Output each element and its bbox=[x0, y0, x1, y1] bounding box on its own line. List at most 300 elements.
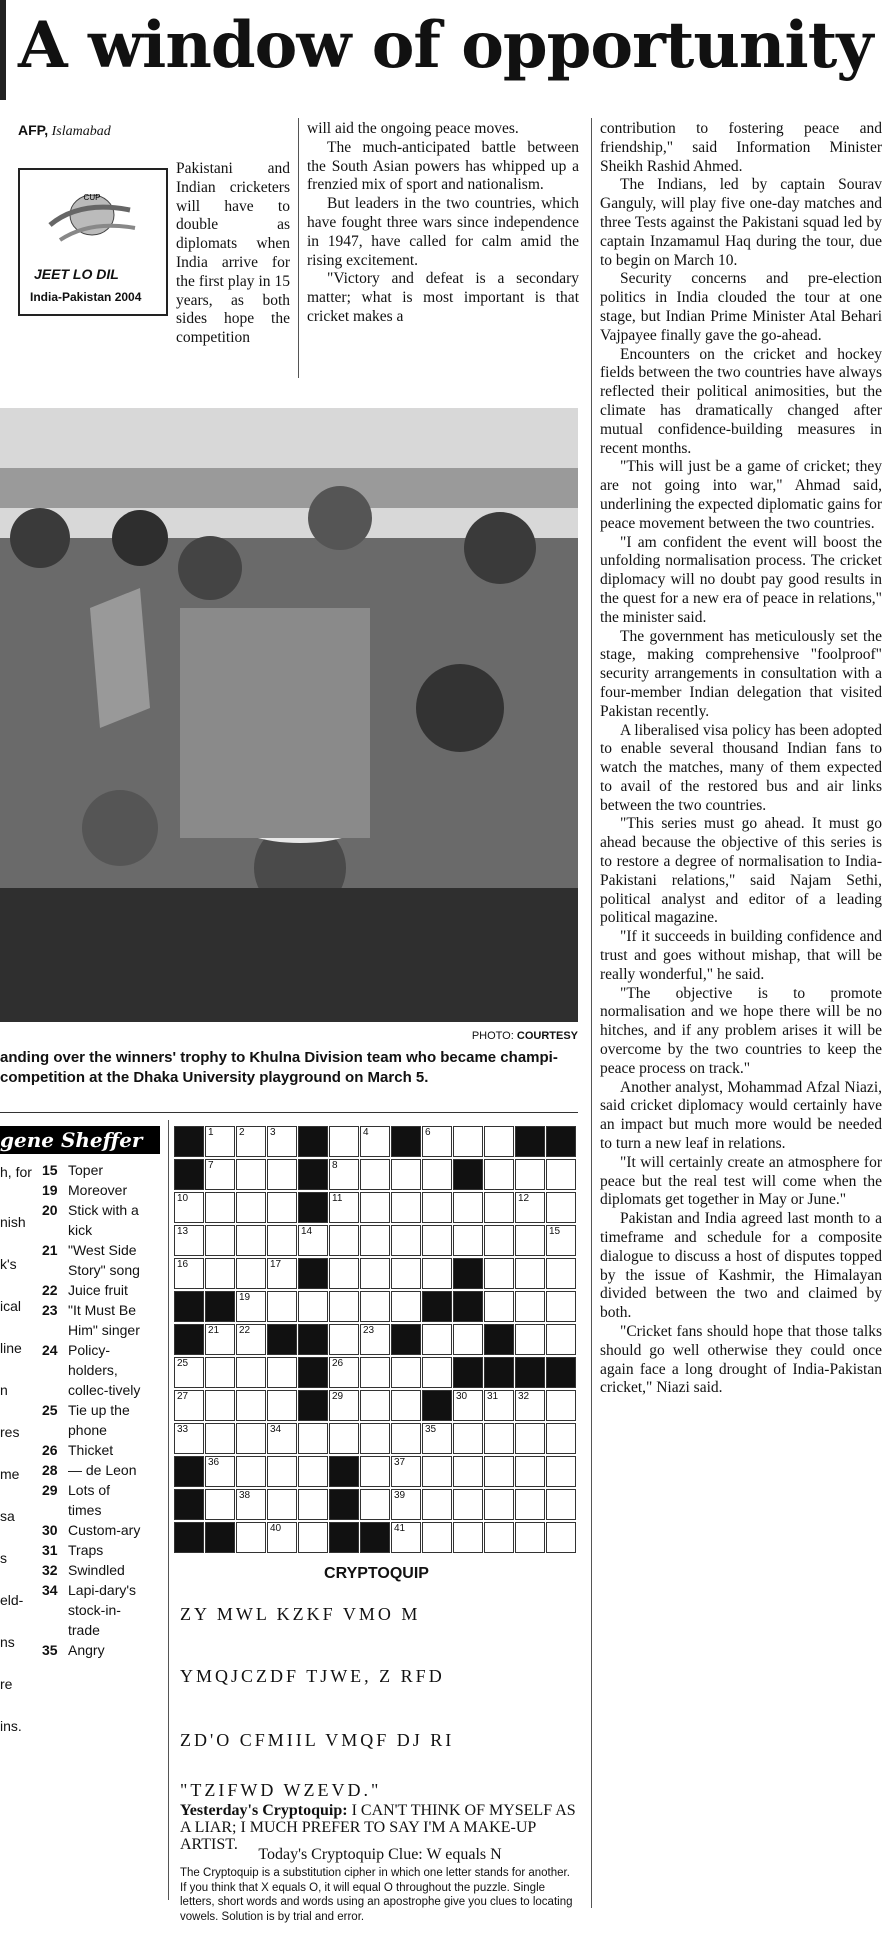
grid-cell[interactable] bbox=[422, 1258, 452, 1289]
crossword-clue bbox=[42, 1340, 146, 1400]
grid-cell[interactable] bbox=[515, 1225, 545, 1256]
grid-cell[interactable] bbox=[453, 1225, 483, 1256]
clue-text: Moreover bbox=[68, 1182, 128, 1198]
grid-block bbox=[298, 1192, 328, 1223]
cryptoquip-line: ZD'O CFMIIL VMQF DJ RI bbox=[180, 1730, 455, 1750]
grid-cell[interactable] bbox=[546, 1522, 576, 1553]
grid-cell[interactable] bbox=[205, 1489, 235, 1520]
cell-number: 13 bbox=[177, 1226, 189, 1237]
grid-cell[interactable] bbox=[422, 1522, 452, 1553]
clue-fragment: ical bbox=[0, 1298, 22, 1314]
crossword-clue bbox=[42, 1300, 146, 1340]
grid-cell[interactable] bbox=[267, 1423, 297, 1454]
grid-cell[interactable] bbox=[515, 1324, 545, 1355]
cell-number: 16 bbox=[177, 1259, 189, 1270]
cell-number: 27 bbox=[177, 1391, 189, 1402]
grid-block bbox=[205, 1522, 235, 1553]
grid-cell[interactable] bbox=[329, 1357, 359, 1388]
grid-cell[interactable] bbox=[515, 1423, 545, 1454]
photo-image bbox=[0, 408, 578, 1022]
grid-cell[interactable] bbox=[515, 1291, 545, 1322]
cell-number: 29 bbox=[332, 1391, 344, 1402]
grid-cell[interactable] bbox=[484, 1456, 514, 1487]
grid-block bbox=[453, 1258, 483, 1289]
clue-fragment: res bbox=[0, 1424, 20, 1440]
grid-cell[interactable] bbox=[453, 1522, 483, 1553]
grid-cell[interactable] bbox=[453, 1192, 483, 1223]
grid-block bbox=[515, 1357, 545, 1388]
clue-number: 23 bbox=[42, 1302, 58, 1318]
grid-cell[interactable] bbox=[360, 1225, 390, 1256]
left-rule bbox=[0, 0, 6, 100]
grid-cell[interactable] bbox=[515, 1192, 545, 1223]
grid-cell[interactable] bbox=[360, 1258, 390, 1289]
grid-cell[interactable] bbox=[236, 1225, 266, 1256]
cryptoquip-line: "TZIFWD WZEVD." bbox=[180, 1780, 382, 1800]
grid-cell[interactable] bbox=[453, 1456, 483, 1487]
clue-number: 35 bbox=[42, 1642, 58, 1658]
clue-fragment: k's bbox=[0, 1256, 17, 1272]
grid-block bbox=[174, 1324, 204, 1355]
cell-number: 31 bbox=[487, 1391, 499, 1402]
grid-cell[interactable] bbox=[298, 1225, 328, 1256]
grid-cell[interactable] bbox=[484, 1489, 514, 1520]
yesterday-label: Yesterday's Cryptoquip: bbox=[180, 1802, 348, 1819]
credit-value: COURTESY bbox=[516, 1030, 578, 1042]
cell-number: 41 bbox=[394, 1523, 406, 1534]
grid-cell[interactable] bbox=[360, 1126, 390, 1157]
headline: A window of opportunity bbox=[18, 8, 873, 83]
grid-cell[interactable] bbox=[267, 1126, 297, 1157]
clue-text: Traps bbox=[68, 1542, 104, 1558]
clue-fragment: n bbox=[0, 1382, 8, 1398]
photo-credit bbox=[472, 1030, 578, 1042]
grid-block bbox=[329, 1456, 359, 1487]
yesterday-text: I CAN'T THINK OF MYSELF AS A LIAR; I MUCH PREFER TO SAY I'M A MAKE-UP ARTIST. bbox=[180, 1802, 576, 1853]
grid-cell[interactable] bbox=[422, 1126, 452, 1157]
clue-text: — de Leon bbox=[68, 1462, 137, 1478]
grid-cell[interactable] bbox=[360, 1159, 390, 1190]
grid-cell[interactable] bbox=[360, 1192, 390, 1223]
byline bbox=[18, 122, 111, 140]
grid-cell[interactable] bbox=[267, 1456, 297, 1487]
crossword-author: gene Sheffer bbox=[0, 1126, 160, 1154]
grid-cell[interactable] bbox=[267, 1357, 297, 1388]
grid-cell[interactable] bbox=[422, 1423, 452, 1454]
cell-number: 39 bbox=[394, 1490, 406, 1501]
grid-cell[interactable] bbox=[236, 1357, 266, 1388]
grid-cell[interactable] bbox=[236, 1192, 266, 1223]
grid-cell[interactable] bbox=[484, 1291, 514, 1322]
grid-cell[interactable] bbox=[391, 1225, 421, 1256]
col3-paragraph: The government has meticulously set the stage, making comprehensive "foolproof" security arrangements in consultation with a four-member Indian delegation that visited Pakistan recently. bbox=[600, 627, 882, 720]
cell-number: 33 bbox=[177, 1424, 189, 1435]
cell-number: 4 bbox=[363, 1127, 369, 1138]
grid-cell[interactable] bbox=[267, 1489, 297, 1520]
grid-cell[interactable] bbox=[174, 1390, 204, 1421]
grid-cell[interactable] bbox=[422, 1357, 452, 1388]
crossword-clue bbox=[42, 1480, 146, 1520]
grid-cell[interactable] bbox=[391, 1456, 421, 1487]
grid-cell[interactable] bbox=[329, 1324, 359, 1355]
crossword-clue bbox=[42, 1240, 146, 1280]
col3-paragraph: "If it succeeds in building confidence and trust and goes without mishap, that will be really wonderful," he said. bbox=[600, 928, 882, 983]
clue-text: Thicket bbox=[68, 1442, 114, 1458]
crossword-clues bbox=[42, 1160, 146, 1660]
grid-cell[interactable] bbox=[205, 1225, 235, 1256]
grid-cell[interactable] bbox=[360, 1390, 390, 1421]
column-rule-1 bbox=[298, 118, 299, 378]
grid-cell[interactable] bbox=[298, 1522, 328, 1553]
grid-cell[interactable] bbox=[205, 1456, 235, 1487]
grid-block bbox=[205, 1291, 235, 1322]
grid-block bbox=[484, 1324, 514, 1355]
grid-cell[interactable] bbox=[422, 1456, 452, 1487]
clue-fragment: eld- bbox=[0, 1592, 24, 1608]
grid-cell[interactable] bbox=[484, 1522, 514, 1553]
clue-fragment: nish bbox=[0, 1214, 26, 1230]
grid-cell[interactable] bbox=[205, 1159, 235, 1190]
crossword-clue bbox=[42, 1640, 146, 1660]
grid-block bbox=[174, 1456, 204, 1487]
clue-text: Lots of times bbox=[68, 1482, 111, 1518]
cell-number: 11 bbox=[332, 1193, 343, 1204]
grid-cell[interactable] bbox=[422, 1324, 452, 1355]
grid-cell[interactable] bbox=[515, 1258, 545, 1289]
cell-number: 40 bbox=[270, 1523, 282, 1534]
clue-number: 15 bbox=[42, 1162, 58, 1178]
grid-cell[interactable] bbox=[546, 1324, 576, 1355]
grid-cell[interactable] bbox=[174, 1225, 204, 1256]
clue-text: Custom-ary bbox=[68, 1522, 141, 1538]
grid-cell[interactable] bbox=[329, 1291, 359, 1322]
grid-block bbox=[329, 1489, 359, 1520]
clue-text: Toper bbox=[68, 1162, 104, 1178]
cryptoquip-clue: Today's Cryptoquip Clue: W equals N bbox=[258, 1846, 502, 1863]
clue-number: 32 bbox=[42, 1562, 58, 1578]
grid-cell[interactable] bbox=[484, 1192, 514, 1223]
grid-cell[interactable] bbox=[546, 1258, 576, 1289]
cell-number: 35 bbox=[425, 1424, 437, 1435]
clue-number: 29 bbox=[42, 1482, 58, 1498]
grid-cell[interactable] bbox=[391, 1192, 421, 1223]
crossword-clue bbox=[42, 1200, 146, 1240]
grid-cell[interactable] bbox=[329, 1159, 359, 1190]
clue-number: 25 bbox=[42, 1402, 58, 1418]
grid-block bbox=[174, 1522, 204, 1553]
column-rule-2 bbox=[591, 118, 592, 1908]
grid-cell[interactable] bbox=[236, 1126, 266, 1157]
grid-cell[interactable] bbox=[236, 1324, 266, 1355]
grid-cell[interactable] bbox=[422, 1489, 452, 1520]
grid-cell[interactable] bbox=[546, 1291, 576, 1322]
cell-number: 37 bbox=[394, 1457, 406, 1468]
dateline: Islamabad bbox=[51, 124, 111, 139]
cell-number: 7 bbox=[208, 1160, 214, 1171]
grid-cell[interactable] bbox=[329, 1423, 359, 1454]
grid-block bbox=[298, 1126, 328, 1157]
clue-text: Swindled bbox=[68, 1562, 125, 1578]
grid-cell[interactable] bbox=[484, 1258, 514, 1289]
cell-number: 12 bbox=[518, 1193, 530, 1204]
cell-number: 8 bbox=[332, 1160, 338, 1171]
grid-block bbox=[174, 1489, 204, 1520]
caption-rule bbox=[0, 1112, 578, 1113]
crossword-clue bbox=[42, 1440, 146, 1460]
clue-text: Policy-holders, collec-tively bbox=[68, 1342, 141, 1398]
grid-cell[interactable] bbox=[515, 1159, 545, 1190]
clue-number: 20 bbox=[42, 1202, 58, 1218]
logo-title: JEET LO DIL bbox=[34, 266, 119, 282]
column-2 bbox=[307, 120, 579, 327]
grid-cell[interactable] bbox=[484, 1390, 514, 1421]
grid-cell[interactable] bbox=[267, 1225, 297, 1256]
grid-cell[interactable] bbox=[236, 1159, 266, 1190]
grid-cell[interactable] bbox=[453, 1423, 483, 1454]
grid-cell[interactable] bbox=[205, 1357, 235, 1388]
cell-number: 6 bbox=[425, 1127, 431, 1138]
grid-cell[interactable] bbox=[515, 1522, 545, 1553]
grid-block bbox=[298, 1159, 328, 1190]
col3-paragraph: "I am confident the event will boost the unfolding normalisation process. The cricket diplomacy will no doubt pay good results in the quest for a new era of peace in relations," the minister said. bbox=[600, 533, 882, 626]
col3-paragraph: The Indians, led by captain Sourav Ganguly, will play five one-day matches and three Tests against the Pakistani squad led by captain Inzamamul Haq during the tour, due to begin on March 10. bbox=[600, 176, 882, 269]
grid-cell[interactable] bbox=[205, 1324, 235, 1355]
grid-cell[interactable] bbox=[484, 1159, 514, 1190]
cell-number: 19 bbox=[239, 1292, 251, 1303]
grid-cell[interactable] bbox=[267, 1192, 297, 1223]
clue-text: "West Side Story" song bbox=[68, 1242, 140, 1278]
grid-cell[interactable] bbox=[484, 1126, 514, 1157]
crossword-clue bbox=[42, 1460, 146, 1480]
grid-cell[interactable] bbox=[205, 1390, 235, 1421]
grid-cell[interactable] bbox=[546, 1159, 576, 1190]
grid-cell[interactable] bbox=[298, 1489, 328, 1520]
grid-block bbox=[453, 1159, 483, 1190]
col3-paragraph: Encounters on the cricket and hockey fields between the two countries have always reflected their political animosities, but the climate has dramatically changed after mutual confidence-building measures in recent months. bbox=[600, 345, 882, 457]
clue-number: 30 bbox=[42, 1522, 58, 1538]
grid-cell[interactable] bbox=[546, 1192, 576, 1223]
crossword-clue bbox=[42, 1160, 146, 1180]
logo-cup-text: CUP bbox=[83, 193, 101, 202]
grid-cell[interactable] bbox=[298, 1456, 328, 1487]
grid-cell[interactable] bbox=[546, 1456, 576, 1487]
grid-block bbox=[484, 1357, 514, 1388]
cell-number: 34 bbox=[270, 1424, 282, 1435]
grid-cell[interactable] bbox=[515, 1489, 545, 1520]
column-3 bbox=[600, 120, 882, 1398]
clue-text: Stick with a kick bbox=[68, 1202, 139, 1238]
clue-number: 28 bbox=[42, 1462, 58, 1478]
cell-number: 30 bbox=[456, 1391, 468, 1402]
crossword-clue bbox=[42, 1400, 146, 1440]
grid-block bbox=[329, 1522, 359, 1553]
clue-fragment: ns bbox=[0, 1634, 15, 1650]
grid-cell[interactable] bbox=[360, 1456, 390, 1487]
grid-cell[interactable] bbox=[391, 1291, 421, 1322]
cell-number: 25 bbox=[177, 1358, 189, 1369]
cell-number: 15 bbox=[549, 1226, 561, 1237]
trophy-photo bbox=[0, 408, 578, 1022]
grid-cell[interactable] bbox=[236, 1291, 266, 1322]
grid-block bbox=[422, 1390, 452, 1421]
col3-paragraph: "Cricket fans should hope that those talks should go well otherwise they could once again face a long drought of India-Pakistan cricket," Niazi said. bbox=[600, 1323, 882, 1397]
grid-cell[interactable] bbox=[236, 1423, 266, 1454]
cell-number: 22 bbox=[239, 1325, 251, 1336]
cell-number: 1 bbox=[208, 1127, 214, 1138]
grid-cell[interactable] bbox=[205, 1192, 235, 1223]
crossword-rule bbox=[168, 1120, 169, 1900]
cell-number: 36 bbox=[208, 1457, 220, 1468]
grid-cell[interactable] bbox=[236, 1489, 266, 1520]
grid-block bbox=[298, 1258, 328, 1289]
grid-block bbox=[546, 1357, 576, 1388]
grid-cell[interactable] bbox=[267, 1291, 297, 1322]
clue-number: 22 bbox=[42, 1282, 58, 1298]
grid-block bbox=[391, 1324, 421, 1355]
grid-block bbox=[453, 1291, 483, 1322]
crossword-clue bbox=[42, 1580, 146, 1640]
grid-cell[interactable] bbox=[174, 1423, 204, 1454]
grid-block bbox=[515, 1126, 545, 1157]
cryptoquip-line: ZY MWL KZKF VMO M bbox=[180, 1604, 421, 1624]
grid-block bbox=[298, 1324, 328, 1355]
photo-caption: anding over the winners' trophy to Khulna Division team who became champi- competition at the Dhaka University playground on March 5. bbox=[0, 1049, 558, 1086]
grid-cell[interactable] bbox=[236, 1390, 266, 1421]
col1-text bbox=[18, 160, 290, 348]
grid-cell[interactable] bbox=[298, 1423, 328, 1454]
grid-cell[interactable] bbox=[205, 1258, 235, 1289]
grid-cell[interactable] bbox=[205, 1126, 235, 1157]
grid-cell[interactable] bbox=[174, 1357, 204, 1388]
grid-cell[interactable] bbox=[453, 1324, 483, 1355]
grid-cell[interactable] bbox=[391, 1390, 421, 1421]
grid-cell[interactable] bbox=[360, 1324, 390, 1355]
grid-block bbox=[174, 1291, 204, 1322]
clue-text: "It Must Be Him" singer bbox=[68, 1302, 140, 1338]
col3-paragraph: Security concerns and pre-election politics in India clouded the tour at one stage, but Indian Prime Minister Atal Behari Vajpayee finally gave the go-ahead. bbox=[600, 270, 882, 344]
grid-cell[interactable] bbox=[267, 1258, 297, 1289]
grid-cell[interactable] bbox=[453, 1390, 483, 1421]
grid-cell[interactable] bbox=[174, 1258, 204, 1289]
crossword-clue bbox=[42, 1520, 146, 1540]
grid-cell[interactable] bbox=[422, 1159, 452, 1190]
col3-paragraph: "The objective is to promote normalisation and we hope there will be no hitches, and if any problem arises it will be overcome by the two countries to keep the peace process on track." bbox=[600, 984, 882, 1077]
grid-block bbox=[546, 1126, 576, 1157]
col2-paragraph: will aid the ongoing peace moves. bbox=[307, 120, 519, 137]
grid-cell[interactable] bbox=[546, 1423, 576, 1454]
clue-number: 21 bbox=[42, 1242, 58, 1258]
cell-number: 23 bbox=[363, 1325, 375, 1336]
grid-cell[interactable] bbox=[267, 1390, 297, 1421]
grid-cell[interactable] bbox=[236, 1522, 266, 1553]
grid-cell[interactable] bbox=[329, 1225, 359, 1256]
clue-text: Tie up the phone bbox=[68, 1402, 130, 1438]
clue-number: 26 bbox=[42, 1442, 58, 1458]
clue-number: 31 bbox=[42, 1542, 58, 1558]
grid-cell[interactable] bbox=[484, 1423, 514, 1454]
grid-cell[interactable] bbox=[174, 1192, 204, 1223]
grid-cell[interactable] bbox=[546, 1390, 576, 1421]
cell-number: 26 bbox=[332, 1358, 344, 1369]
crossword-clue bbox=[42, 1560, 146, 1580]
cell-number: 17 bbox=[270, 1259, 282, 1270]
col2-paragraph: "Victory and defeat is a secondary matter; what is most important is that cricket makes a bbox=[307, 270, 579, 325]
grid-cell[interactable] bbox=[422, 1225, 452, 1256]
grid-block bbox=[174, 1126, 204, 1157]
grid-cell[interactable] bbox=[267, 1522, 297, 1553]
grid-cell[interactable] bbox=[391, 1522, 421, 1553]
col3-paragraph: contribution to fostering peace and friendship," said Information Minister Sheikh Rashid Ahmed. bbox=[600, 120, 882, 175]
grid-cell[interactable] bbox=[236, 1456, 266, 1487]
clue-fragment: me bbox=[0, 1466, 20, 1482]
grid-block bbox=[422, 1291, 452, 1322]
clue-fragments bbox=[0, 1160, 40, 1756]
cell-number: 3 bbox=[270, 1127, 276, 1138]
cell-number: 10 bbox=[177, 1193, 189, 1204]
col3-paragraph: "It will certainly create an atmosphere for peace but the real test will come when the diplomats get together in May or June." bbox=[600, 1153, 882, 1209]
grid-cell[interactable] bbox=[546, 1225, 576, 1256]
grid-block bbox=[298, 1390, 328, 1421]
clue-number: 19 bbox=[42, 1182, 58, 1198]
grid-cell[interactable] bbox=[515, 1456, 545, 1487]
cell-number: 2 bbox=[239, 1127, 245, 1138]
cryptoquip-note: The Cryptoquip is a substitution cipher in which one letter stands for another. If you think that X equals O, it will equal O throughout the puzzle. Single letters, short words and words using an apostrophe give you clues to locating vowels. Solution is by trial and error. bbox=[180, 1867, 573, 1923]
cell-number: 38 bbox=[239, 1490, 251, 1501]
grid-cell[interactable] bbox=[453, 1126, 483, 1157]
grid-cell[interactable] bbox=[391, 1423, 421, 1454]
grid-cell[interactable] bbox=[515, 1390, 545, 1421]
grid-cell[interactable] bbox=[391, 1159, 421, 1190]
crossword-clue bbox=[42, 1540, 146, 1560]
credit-label: PHOTO: bbox=[471, 1030, 514, 1042]
grid-cell[interactable] bbox=[329, 1126, 359, 1157]
crossword-clue bbox=[42, 1180, 146, 1200]
col2-paragraph: But leaders in the two countries, which have fought three wars since independence in 1947, have called for calm amid the rising excitement. bbox=[307, 195, 579, 269]
grid-cell[interactable] bbox=[484, 1225, 514, 1256]
grid-cell[interactable] bbox=[205, 1423, 235, 1454]
grid-cell[interactable] bbox=[236, 1258, 266, 1289]
clue-fragment: line bbox=[0, 1340, 22, 1356]
grid-cell[interactable] bbox=[546, 1489, 576, 1520]
clue-fragment: s bbox=[0, 1550, 7, 1566]
col3-paragraph: "This series must go ahead. It must go ahead because the objective of this series is to restore a degree of normalisation to India-Pakistani relations," said Najam Sethi, political analyst and editor of a leading political magazine. bbox=[600, 815, 882, 927]
col1-paragraph: Pakistani and Indian cricketers will have to double as diplomats when India arrive for the first play in 15 years, as both sides hope the competition bbox=[176, 160, 290, 347]
grid-cell[interactable] bbox=[391, 1357, 421, 1388]
clue-text: Juice fruit bbox=[68, 1282, 128, 1298]
grid-cell[interactable] bbox=[453, 1489, 483, 1520]
grid-cell[interactable] bbox=[267, 1159, 297, 1190]
grid-cell[interactable] bbox=[422, 1192, 452, 1223]
grid-cell[interactable] bbox=[360, 1291, 390, 1322]
grid-block bbox=[174, 1159, 204, 1190]
grid-cell[interactable] bbox=[391, 1489, 421, 1520]
grid-cell[interactable] bbox=[298, 1291, 328, 1322]
grid-block bbox=[267, 1324, 297, 1355]
grid-block bbox=[453, 1357, 483, 1388]
grid-cell[interactable] bbox=[360, 1489, 390, 1520]
grid-cell[interactable] bbox=[360, 1357, 390, 1388]
logo-subtitle: India-Pakistan 2004 bbox=[30, 290, 142, 304]
grid-block bbox=[360, 1522, 390, 1553]
cryptoquip-line: YMQJCZDF TJWE, Z RFD bbox=[180, 1666, 445, 1686]
grid-block bbox=[298, 1357, 328, 1388]
grid-cell[interactable] bbox=[329, 1192, 359, 1223]
grid-cell[interactable] bbox=[329, 1258, 359, 1289]
grid-cell[interactable] bbox=[391, 1258, 421, 1289]
clue-text: Angry bbox=[68, 1642, 105, 1658]
grid-cell[interactable] bbox=[329, 1390, 359, 1421]
grid-cell[interactable] bbox=[360, 1423, 390, 1454]
